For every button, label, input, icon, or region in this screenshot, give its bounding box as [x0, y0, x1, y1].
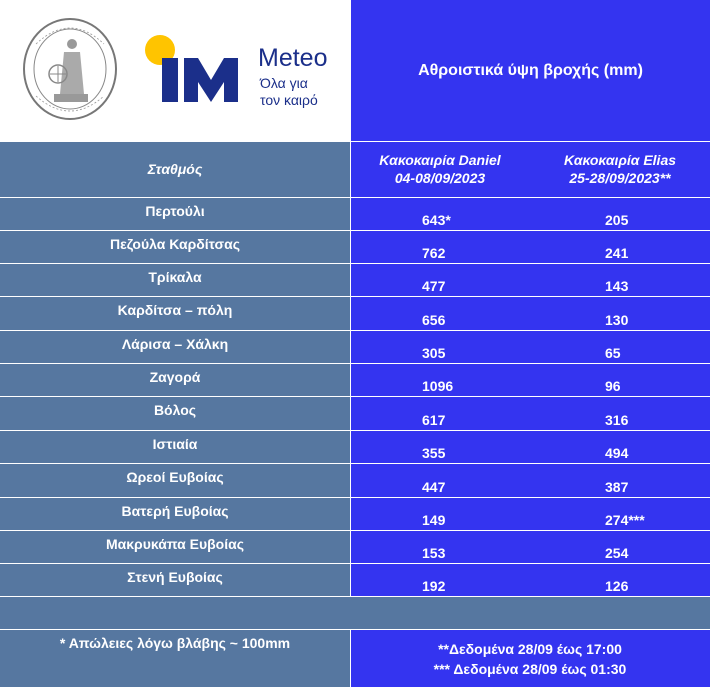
table-row	[0, 497, 710, 530]
table-row	[0, 330, 710, 363]
station-name: Βατερή Ευβοίας	[0, 497, 350, 530]
grid-line	[0, 563, 710, 564]
elias-value: 274***	[530, 497, 710, 530]
footnote-elias-line2: *** Δεδομένα 28/09 έως 01:30	[433, 661, 627, 677]
table-row	[0, 363, 710, 396]
column-header-elias	[530, 141, 710, 197]
daniel-value: 305	[350, 330, 530, 363]
daniel-value: 1096	[350, 363, 530, 396]
station-name: Βόλος	[0, 396, 350, 430]
elias-value: 96	[530, 363, 710, 396]
table-row	[0, 396, 710, 430]
column-header-daniel	[350, 141, 530, 197]
table-title: Αθροιστικά ύψη βροχής (mm)	[350, 0, 710, 141]
grid-line	[0, 463, 710, 464]
column-header-row	[0, 141, 710, 197]
grid-line	[0, 629, 710, 630]
station-name: Καρδίτσα – πόλη	[0, 296, 350, 330]
column-header-elias-name: Κακοκαιρία Elias	[563, 152, 677, 168]
footnote-elias	[350, 629, 710, 687]
table-row	[0, 530, 710, 563]
table-row	[0, 230, 710, 263]
grid-line	[0, 530, 710, 531]
station-name: Στενή Ευβοίας	[0, 563, 350, 596]
brand-tagline-line2: τον καιρό	[260, 92, 318, 108]
footnote-row	[0, 629, 710, 687]
grid-line	[350, 141, 351, 596]
table-row	[0, 296, 710, 330]
grid-line	[0, 263, 710, 264]
column-header-elias-dates: 25-28/09/2023**	[569, 170, 671, 186]
station-name: Ζαγορά	[0, 363, 350, 396]
brand-tagline-line1: Όλα για	[260, 75, 308, 91]
column-header-daniel-dates: 04-08/09/2023	[394, 170, 486, 186]
daniel-value: 762	[350, 230, 530, 263]
daniel-value: 656	[350, 296, 530, 330]
column-header-station: Σταθμός	[0, 141, 350, 197]
brand-tagline	[260, 75, 318, 109]
observatory-seal-icon	[20, 14, 120, 124]
table-row	[0, 463, 710, 497]
grid-line	[0, 197, 710, 198]
grid-line	[0, 430, 710, 431]
grid-line	[0, 230, 710, 231]
column-header-daniel-name: Κακοκαιρία Daniel	[379, 152, 501, 168]
daniel-value: 643*	[350, 197, 530, 230]
station-name: Ιστιαία	[0, 430, 350, 463]
daniel-value: 477	[350, 263, 530, 296]
spacer-cell	[0, 596, 710, 629]
elias-value: 241	[530, 230, 710, 263]
daniel-value: 447	[350, 463, 530, 497]
daniel-value: 355	[350, 430, 530, 463]
brand-name: Meteo	[258, 44, 328, 72]
table-row	[0, 197, 710, 230]
elias-value: 494	[530, 430, 710, 463]
elias-value: 254	[530, 530, 710, 563]
elias-value: 65	[530, 330, 710, 363]
table-row	[0, 430, 710, 463]
grid-line	[0, 363, 710, 364]
grid-line	[350, 629, 351, 687]
station-name: Μακρυκάπα Ευβοίας	[0, 530, 350, 563]
elias-value: 387	[530, 463, 710, 497]
elias-value: 205	[530, 197, 710, 230]
logos-area	[0, 0, 350, 141]
table-row	[0, 563, 710, 596]
grid-line	[0, 497, 710, 498]
grid-line	[0, 396, 710, 397]
station-name: Περτούλι	[0, 197, 350, 230]
footnote-elias-line1: **Δεδομένα 28/09 έως 17:00	[438, 641, 622, 657]
table-row	[0, 263, 710, 296]
elias-value: 316	[530, 396, 710, 430]
daniel-value: 153	[350, 530, 530, 563]
grid-line	[0, 330, 710, 331]
spacer-row	[0, 596, 710, 629]
daniel-value: 192	[350, 563, 530, 596]
elias-value: 126	[530, 563, 710, 596]
station-name: Ωρεοί Ευβοίας	[0, 463, 350, 497]
grid-line	[0, 296, 710, 297]
grid-line	[0, 596, 710, 597]
daniel-value: 149	[350, 497, 530, 530]
elias-value: 143	[530, 263, 710, 296]
footnote-daniel: * Απώλειες λόγω βλάβης ~ 100mm	[0, 629, 350, 687]
station-name: Λάρισα – Χάλκη	[0, 330, 350, 363]
daniel-value: 617	[350, 396, 530, 430]
station-name: Τρίκαλα	[0, 263, 350, 296]
grid-line	[0, 141, 710, 142]
station-name: Πεζούλα Καρδίτσας	[0, 230, 350, 263]
elias-value: 130	[530, 296, 710, 330]
